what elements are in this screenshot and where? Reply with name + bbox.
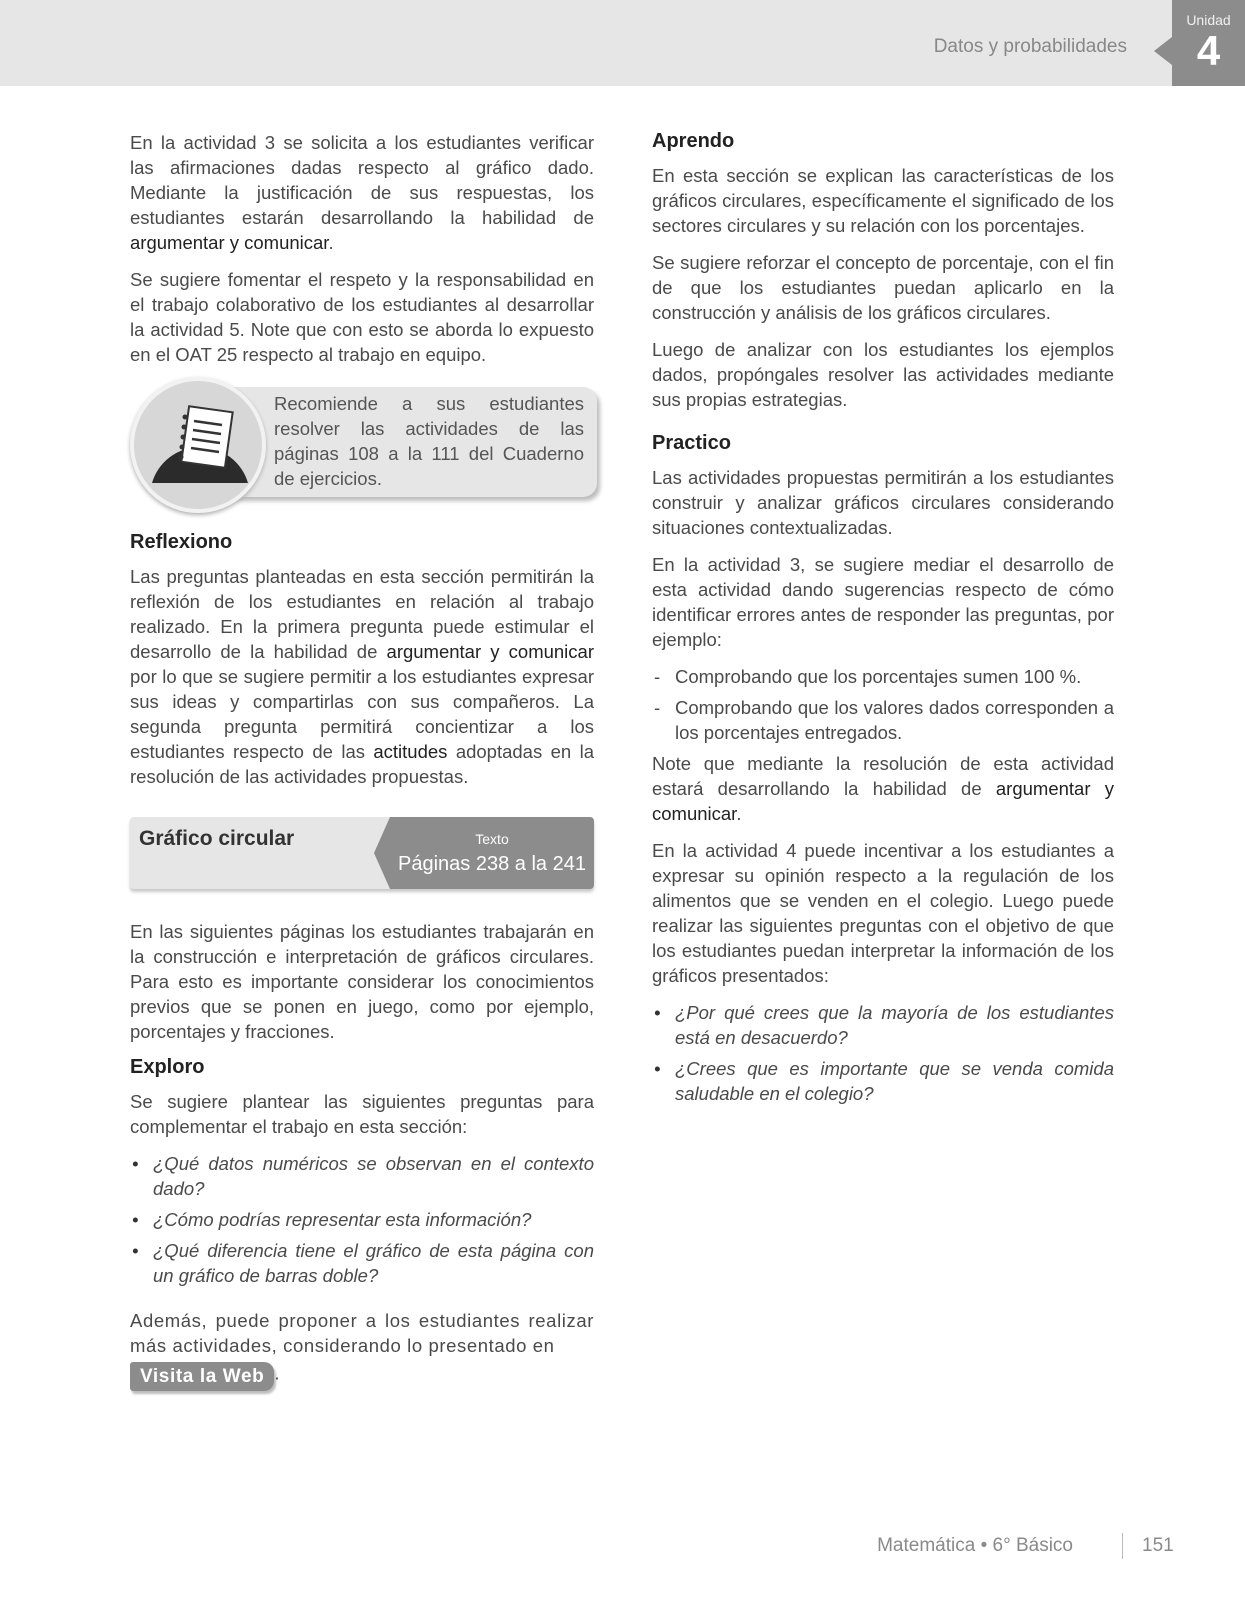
list-item: - Comprobando que los porcentajes sumen 100 %.	[652, 664, 1114, 689]
text: .	[328, 232, 334, 253]
attitude-highlight: actitudes	[373, 741, 448, 762]
paragraph-exploro: Se sugiere plantear las siguientes preguntas para complementar el trabajo en esta sección:	[130, 1091, 594, 1137]
text: En la actividad 3 se solicita a los estudiantes verificar las afirmaciones dadas respecto al gráfico dado. Mediante la justificación de sus respuestas, los estudiantes estarán desarrollando la habilidad de	[130, 132, 594, 228]
paragraph-intro: En las siguientes páginas los estudiantes trabajarán en la construcción e interpretación de gráficos circulares. Para esto es importante considerar los conocimientos previos que se ponen en juego, como por ejemplo, porcentajes y fracciones.	[130, 921, 594, 1042]
banner-title: Gráfico circular	[139, 827, 295, 850]
heading-reflexiono: Reflexiono	[130, 531, 233, 553]
practico-dash-list	[652, 664, 1114, 745]
paragraph-reflexiono	[130, 564, 594, 789]
paragraph-practico-1: Las actividades propuestas permitirán a los estudiantes construir y analizar gráficos circulares considerando situaciones contextualizadas.	[652, 467, 1114, 538]
right-column	[652, 130, 1114, 1118]
paragraph-practico-3	[652, 751, 1114, 826]
footer-divider	[1122, 1533, 1123, 1559]
section-banner	[130, 817, 594, 889]
note-text: Recomiende a sus estudiantes resolver las actividades de las páginas 108 a la 111 del Cuaderno de ejercicios.	[274, 393, 584, 489]
skill-highlight: argumentar y comunicar	[130, 232, 329, 253]
practico-questions	[652, 1000, 1114, 1106]
paragraph-actividad-3	[130, 130, 594, 255]
paragraph-aprendo-2: Se sugiere reforzar el concepto de porcentaje, con el fin de que los estudiantes puedan aplicarlo en la construcción y análisis de los gráficos circulares.	[652, 252, 1114, 323]
text: por lo que se sugiere permitir a los estudiantes expresar sus ideas y compartirlas con sus compañeros. La segunda pregunta permitirá concientizar a los estudiantes respecto de las	[130, 666, 594, 762]
banner-text-label: Texto	[475, 831, 509, 847]
left-column	[130, 130, 594, 1403]
unit-badge	[1172, 0, 1245, 86]
page-number: 151	[1142, 1535, 1174, 1556]
page-header	[0, 0, 1245, 86]
heading-aprendo: Aprendo	[652, 130, 735, 152]
text: .	[736, 803, 742, 824]
paragraph-practico-2: En la actividad 3, se sugiere mediar el desarrollo de esta actividad dando sugerencias respecto de cómo identificar errores antes de responder las preguntas, por ejemplo:	[652, 554, 1114, 650]
list-item: • ¿Por qué crees que la mayoría de los estudiantes está en desacuerdo?	[652, 1000, 1114, 1050]
paragraph-aprendo-1: En esta sección se explican las características de los gráficos circulares, específicamente el significado de los sectores circulares y su relación con los porcentajes.	[652, 165, 1114, 236]
text: Las preguntas planteadas en esta sección permitirán la reflexión de los estudiantes en relación al trabajo realizado. En la primera pregunta puede estimular el desarrollo de la habilidad de	[130, 566, 594, 662]
unit-number: 4	[1196, 27, 1221, 74]
paragraph-practico-4: En la actividad 4 puede incentivar a los estudiantes a expresar su opinión respecto a la regulación de los alimentos que se venden en el colegio. Luego puede realizar las siguientes preguntas con el objetivo de que los estudiantes puedan interpretar la información de los gráficos presentados:	[652, 840, 1114, 986]
paragraph-actividad-5: Se sugiere fomentar el respeto y la responsabilidad en el trabajo colaborativo de los estudiantes al desarrollar la actividad 5. Note que con esto se aborda lo expuesto en el OAT 25 respecto al trabajo en equipo.	[130, 269, 594, 365]
text: Note que mediante la resolución de esta actividad estará desarrollando la habilidad de	[652, 753, 1114, 799]
exploro-questions	[130, 1151, 594, 1288]
list-item: • ¿Crees que es importante que se venda comida saludable en el colegio?	[652, 1056, 1114, 1106]
list-item: • ¿Qué diferencia tiene el gráfico de esta página con un gráfico de barras doble?	[130, 1238, 594, 1288]
banner-pages: Páginas 238 a la 241	[398, 853, 586, 875]
heading-exploro: Exploro	[130, 1056, 205, 1078]
workbook-note	[130, 387, 594, 507]
text: Además, puede proponer a los estudiantes realizar más actividades, considerando lo presentado en	[130, 1310, 594, 1356]
banner-pages-tab	[390, 817, 594, 889]
visit-web-button[interactable]: Visita la Web	[130, 1362, 274, 1391]
skill-highlight: argumentar y comunicar	[652, 778, 1114, 824]
book-title: Matemática • 6° Básico	[877, 1535, 1073, 1556]
text: .	[274, 1362, 281, 1384]
unit-label: Unidad	[1186, 12, 1231, 28]
list-item: • ¿Cómo podrías representar esta información?	[130, 1207, 594, 1232]
notebook-icon	[130, 377, 266, 513]
paragraph-aprendo-3: Luego de analizar con los estudiantes los ejemplos dados, propóngales resolver las actividades mediante sus propias estrategias.	[652, 339, 1114, 410]
paragraph-web	[130, 1308, 594, 1391]
header-arrow-icon	[1154, 37, 1172, 65]
list-item: • ¿Qué datos numéricos se observan en el contexto dado?	[130, 1151, 594, 1201]
list-item: - Comprobando que los valores dados corresponden a los porcentajes entregados.	[652, 695, 1114, 745]
skill-highlight: argumentar y comunicar	[386, 641, 594, 662]
section-title: Datos y probabilidades	[933, 36, 1127, 57]
heading-practico: Practico	[652, 432, 731, 454]
text: adoptadas en la resolución de las actividades propuestas.	[130, 741, 594, 787]
